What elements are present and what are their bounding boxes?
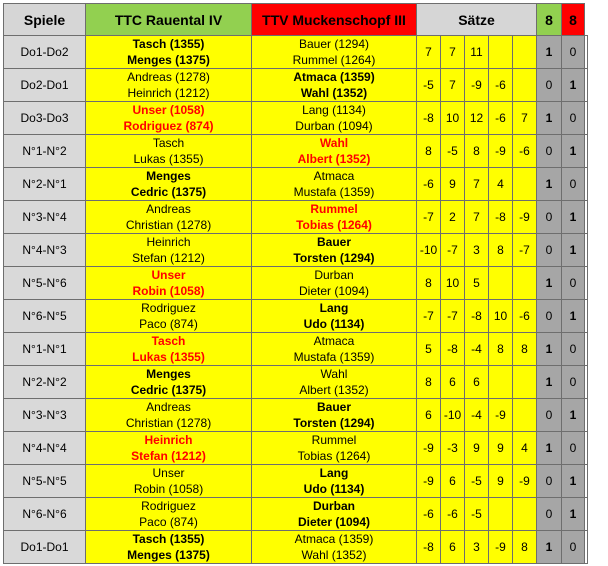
set-score-2: 7 — [441, 36, 465, 69]
home-point: 1 — [537, 432, 562, 465]
home-player-name: Christian (1278) — [125, 218, 212, 232]
guest-player-name: Durban — [314, 268, 354, 282]
table-row — [4, 300, 588, 333]
guest-players — [252, 333, 417, 366]
set-score-4: -9 — [489, 399, 513, 432]
guest-player-name: Bauer — [316, 235, 351, 249]
set-score-1: 6 — [417, 399, 441, 432]
home-player-name: Cedric (1375) — [130, 383, 207, 397]
header-gap — [585, 4, 588, 36]
guest-player-name: Lang — [319, 301, 349, 315]
set-score-1: -7 — [417, 300, 441, 333]
header-home-team: TTC Rauental IV — [86, 4, 252, 36]
set-score-3: 12 — [465, 102, 489, 135]
home-point: 0 — [537, 465, 562, 498]
home-point: 0 — [537, 135, 562, 168]
table-row — [4, 102, 588, 135]
table-row — [4, 465, 588, 498]
guest-player-name: Bauer — [316, 400, 351, 414]
guest-player-name: Wahl (1352) — [301, 548, 367, 562]
home-players — [86, 432, 252, 465]
guest-player-name: Wahl — [319, 136, 349, 150]
game-label: N°4-N°4 — [4, 432, 86, 465]
table-row — [4, 531, 588, 564]
home-player-name: Andreas — [146, 202, 191, 216]
guest-players — [252, 135, 417, 168]
set-score-2: 10 — [441, 267, 465, 300]
set-score-5 — [513, 69, 537, 102]
guest-players — [252, 366, 417, 399]
set-score-2: 9 — [441, 168, 465, 201]
set-score-2: 2 — [441, 201, 465, 234]
home-player-name: Heinrich — [144, 433, 193, 447]
guest-player-name: Torsten (1294) — [293, 416, 375, 430]
set-score-3: 5 — [465, 267, 489, 300]
guest-player-name: Wahl (1352) — [300, 86, 368, 100]
set-score-5: 4 — [513, 432, 537, 465]
game-label: N°5-N°6 — [4, 267, 86, 300]
home-player-name: Heinrich — [146, 235, 191, 249]
home-players — [86, 135, 252, 168]
set-score-2: 6 — [441, 531, 465, 564]
home-players — [86, 201, 252, 234]
home-player-name: Christian (1278) — [125, 416, 212, 430]
set-score-3: -4 — [465, 333, 489, 366]
set-score-1: 8 — [417, 366, 441, 399]
guest-players — [252, 267, 417, 300]
game-label: N°6-N°5 — [4, 300, 86, 333]
home-player-name: Unser — [152, 466, 185, 480]
table-row — [4, 135, 588, 168]
set-score-1: -8 — [417, 531, 441, 564]
guest-point: 0 — [562, 531, 585, 564]
table-row — [4, 168, 588, 201]
set-score-1: -6 — [417, 498, 441, 531]
set-score-2: -7 — [441, 234, 465, 267]
home-players — [86, 168, 252, 201]
game-label: Do3-Do3 — [4, 102, 86, 135]
home-player-name: Heinrich (1212) — [127, 86, 210, 100]
row-gap — [585, 69, 588, 102]
row-gap — [585, 102, 588, 135]
home-point: 0 — [537, 300, 562, 333]
header-spiele: Spiele — [4, 4, 86, 36]
home-point: 1 — [537, 36, 562, 69]
home-players — [86, 498, 252, 531]
home-player-name: Robin (1058) — [132, 284, 205, 298]
home-player-name: Unser — [151, 268, 186, 282]
set-score-2: -3 — [441, 432, 465, 465]
header-home-points: 8 — [537, 4, 562, 36]
guest-player-name: Durban — [313, 499, 355, 513]
home-player-name: Tasch — [152, 136, 185, 150]
set-score-5: 8 — [513, 333, 537, 366]
home-player-name: Tasch (1355) — [132, 532, 205, 546]
set-score-2: -5 — [441, 135, 465, 168]
guest-player-name: Atmaca — [313, 334, 355, 348]
guest-point: 1 — [562, 399, 585, 432]
guest-players — [252, 531, 417, 564]
set-score-5: 7 — [513, 102, 537, 135]
home-point: 0 — [537, 399, 562, 432]
guest-player-name: Dieter (1094) — [298, 284, 370, 298]
set-score-4: 9 — [489, 432, 513, 465]
set-score-3: -8 — [465, 300, 489, 333]
home-player-name: Paco (874) — [139, 317, 198, 331]
set-score-4 — [489, 498, 513, 531]
home-point: 1 — [537, 531, 562, 564]
home-players — [86, 465, 252, 498]
guest-player-name: Albert (1352) — [297, 152, 371, 166]
guest-players — [252, 234, 417, 267]
home-players — [86, 102, 252, 135]
set-score-5: -7 — [513, 234, 537, 267]
guest-player-name: Bauer (1294) — [298, 37, 370, 51]
set-score-1: -9 — [417, 432, 441, 465]
row-gap — [585, 432, 588, 465]
row-gap — [585, 498, 588, 531]
table-row — [4, 234, 588, 267]
set-score-5 — [513, 498, 537, 531]
set-score-3: 3 — [465, 531, 489, 564]
home-point: 0 — [537, 69, 562, 102]
home-point: 0 — [537, 498, 562, 531]
guest-point: 1 — [562, 465, 585, 498]
row-gap — [585, 465, 588, 498]
guest-player-name: Tobias (1264) — [296, 218, 372, 232]
set-score-5 — [513, 267, 537, 300]
game-label: N°3-N°3 — [4, 399, 86, 432]
guest-point: 0 — [562, 333, 585, 366]
guest-players — [252, 498, 417, 531]
home-player-name: Rodriguez — [141, 499, 196, 513]
table-row — [4, 432, 588, 465]
guest-players — [252, 432, 417, 465]
set-score-5: -6 — [513, 300, 537, 333]
guest-players — [252, 465, 417, 498]
set-score-1: 8 — [417, 135, 441, 168]
home-player-name: Unser (1058) — [132, 103, 205, 117]
guest-point: 0 — [562, 168, 585, 201]
home-player-name: Tasch (1355) — [132, 37, 205, 51]
guest-player-name: Rummel — [311, 433, 357, 447]
guest-player-name: Atmaca (1359) — [294, 532, 374, 546]
guest-point: 0 — [562, 36, 585, 69]
home-point: 1 — [537, 168, 562, 201]
guest-player-name: Tobias (1264) — [297, 449, 371, 463]
set-score-3: 7 — [465, 201, 489, 234]
set-score-1: 5 — [417, 333, 441, 366]
set-score-5 — [513, 36, 537, 69]
home-point: 1 — [537, 102, 562, 135]
set-score-2: -10 — [441, 399, 465, 432]
set-score-4: 4 — [489, 168, 513, 201]
table-row — [4, 498, 588, 531]
set-score-4: 8 — [489, 234, 513, 267]
guest-player-name: Wahl — [320, 367, 348, 381]
row-gap — [585, 366, 588, 399]
guest-player-name: Atmaca — [313, 169, 355, 183]
row-gap — [585, 267, 588, 300]
home-player-name: Andreas (1278) — [127, 70, 210, 84]
game-label: Do1-Do1 — [4, 531, 86, 564]
set-score-2: -8 — [441, 333, 465, 366]
set-score-4: 9 — [489, 465, 513, 498]
guest-player-name: Torsten (1294) — [293, 251, 375, 265]
guest-player-name: Rummel (1264) — [292, 53, 376, 67]
home-player-name: Stefan (1212) — [131, 449, 206, 463]
home-player-name: Stefan (1212) — [132, 251, 205, 265]
game-label: N°5-N°5 — [4, 465, 86, 498]
table-row — [4, 333, 588, 366]
home-player-name: Robin (1058) — [133, 482, 204, 496]
match-score-table — [3, 3, 588, 564]
game-label: Do2-Do1 — [4, 69, 86, 102]
set-score-5: -9 — [513, 465, 537, 498]
guest-point: 0 — [562, 432, 585, 465]
set-score-3: 9 — [465, 432, 489, 465]
set-score-4: -6 — [489, 69, 513, 102]
set-score-2: 6 — [441, 465, 465, 498]
guest-point: 0 — [562, 102, 585, 135]
set-score-4: -9 — [489, 135, 513, 168]
set-score-1: -9 — [417, 465, 441, 498]
set-score-1: -5 — [417, 69, 441, 102]
set-score-2: -6 — [441, 498, 465, 531]
row-gap — [585, 531, 588, 564]
home-player-name: Menges (1375) — [127, 53, 210, 67]
guest-player-name: Mustafa (1359) — [293, 350, 375, 364]
set-score-5: 8 — [513, 531, 537, 564]
guest-player-name: Atmaca (1359) — [293, 70, 375, 84]
home-player-name: Menges — [146, 169, 191, 183]
row-gap — [585, 234, 588, 267]
guest-point: 1 — [562, 300, 585, 333]
game-label: N°1-N°1 — [4, 333, 86, 366]
guest-players — [252, 69, 417, 102]
guest-players — [252, 300, 417, 333]
guest-player-name: Durban (1094) — [295, 119, 373, 133]
set-score-1: 7 — [417, 36, 441, 69]
set-score-3: -5 — [465, 465, 489, 498]
guest-players — [252, 399, 417, 432]
row-gap — [585, 333, 588, 366]
guest-player-name: Dieter (1094) — [297, 515, 371, 529]
home-players — [86, 366, 252, 399]
set-score-3: 3 — [465, 234, 489, 267]
set-score-5 — [513, 168, 537, 201]
guest-point: 1 — [562, 201, 585, 234]
home-players — [86, 399, 252, 432]
table-row — [4, 201, 588, 234]
set-score-4: -9 — [489, 531, 513, 564]
home-players — [86, 300, 252, 333]
home-players — [86, 531, 252, 564]
set-score-3: 7 — [465, 168, 489, 201]
guest-players — [252, 36, 417, 69]
guest-point: 1 — [562, 234, 585, 267]
table-row — [4, 69, 588, 102]
set-score-3: 11 — [465, 36, 489, 69]
home-player-name: Paco (874) — [139, 515, 198, 529]
guest-player-name: Lang (1134) — [302, 103, 366, 117]
game-label: N°1-N°2 — [4, 135, 86, 168]
guest-players — [252, 102, 417, 135]
set-score-3: -9 — [465, 69, 489, 102]
set-score-1: -10 — [417, 234, 441, 267]
home-player-name: Lukas (1355) — [133, 152, 204, 166]
row-gap — [585, 36, 588, 69]
home-player-name: Rodriguez (874) — [123, 119, 214, 133]
home-player-name: Menges (1375) — [127, 548, 210, 562]
game-label: Do1-Do2 — [4, 36, 86, 69]
row-gap — [585, 201, 588, 234]
set-score-5: -6 — [513, 135, 537, 168]
row-gap — [585, 135, 588, 168]
set-score-2: -7 — [441, 300, 465, 333]
set-score-4: 8 — [489, 333, 513, 366]
set-score-2: 10 — [441, 102, 465, 135]
set-score-5 — [513, 399, 537, 432]
guest-player-name: Mustafa (1359) — [293, 185, 375, 199]
row-gap — [585, 399, 588, 432]
home-point: 1 — [537, 333, 562, 366]
row-gap — [585, 168, 588, 201]
set-score-5 — [513, 366, 537, 399]
game-label: N°2-N°2 — [4, 366, 86, 399]
game-label: N°2-N°1 — [4, 168, 86, 201]
home-player-name: Menges — [146, 367, 191, 381]
table-row — [4, 267, 588, 300]
set-score-1: -6 — [417, 168, 441, 201]
guest-player-name: Albert (1352) — [299, 383, 369, 397]
set-score-3: 6 — [465, 366, 489, 399]
row-gap — [585, 300, 588, 333]
set-score-4 — [489, 36, 513, 69]
set-score-3: -5 — [465, 498, 489, 531]
home-point: 0 — [537, 234, 562, 267]
set-score-4 — [489, 267, 513, 300]
home-point: 0 — [537, 201, 562, 234]
table-row — [4, 36, 588, 69]
home-player-name: Rodriguez — [141, 301, 196, 315]
set-score-3: 8 — [465, 135, 489, 168]
guest-point: 0 — [562, 267, 585, 300]
home-player-name: Andreas — [146, 400, 191, 414]
set-score-2: 7 — [441, 69, 465, 102]
home-players — [86, 69, 252, 102]
home-players — [86, 36, 252, 69]
set-score-4 — [489, 366, 513, 399]
home-player-name: Cedric (1375) — [130, 185, 207, 199]
header-saetze: Sätze — [417, 4, 537, 36]
home-player-name: Lukas (1355) — [132, 350, 205, 364]
guest-player-name: Udo (1134) — [303, 317, 365, 331]
home-point: 1 — [537, 366, 562, 399]
set-score-4: -6 — [489, 102, 513, 135]
set-score-1: -7 — [417, 201, 441, 234]
game-label: N°6-N°6 — [4, 498, 86, 531]
guest-point: 0 — [562, 366, 585, 399]
match-rows — [4, 36, 588, 564]
set-score-1: 8 — [417, 267, 441, 300]
set-score-1: -8 — [417, 102, 441, 135]
set-score-4: 10 — [489, 300, 513, 333]
set-score-4: -8 — [489, 201, 513, 234]
home-players — [86, 333, 252, 366]
guest-point: 1 — [562, 135, 585, 168]
guest-player-name: Rummel — [310, 202, 358, 216]
table-row — [4, 399, 588, 432]
set-score-2: 6 — [441, 366, 465, 399]
set-score-5: -9 — [513, 201, 537, 234]
header-guest-points: 8 — [562, 4, 585, 36]
game-label: N°3-N°4 — [4, 201, 86, 234]
table-row — [4, 366, 588, 399]
game-label: N°4-N°3 — [4, 234, 86, 267]
guest-players — [252, 201, 417, 234]
home-players — [86, 267, 252, 300]
set-score-3: -4 — [465, 399, 489, 432]
guest-point: 1 — [562, 498, 585, 531]
guest-player-name: Lang — [319, 466, 349, 480]
home-players — [86, 234, 252, 267]
guest-player-name: Udo (1134) — [303, 482, 365, 496]
guest-point: 1 — [562, 69, 585, 102]
header-row — [4, 4, 588, 36]
home-point: 1 — [537, 267, 562, 300]
home-player-name: Tasch — [151, 334, 186, 348]
guest-players — [252, 168, 417, 201]
header-guest-team: TTV Muckenschopf III — [252, 4, 417, 36]
